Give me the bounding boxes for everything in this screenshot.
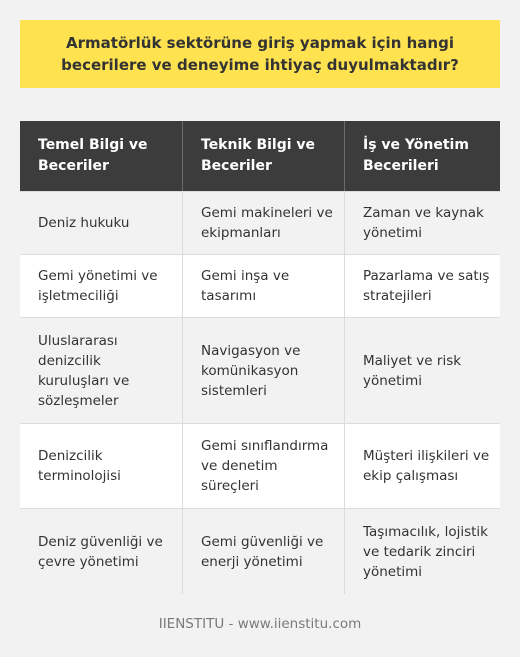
column-header-management-skills: İş ve Yönetim Becerileri	[344, 121, 500, 191]
column-header-basic-skills: Temel Bilgi ve Beceriler	[20, 121, 182, 191]
table-cell: Gemi güvenliği ve enerji yönetimi	[182, 508, 344, 594]
footer-watermark: IIENSTITU - www.iienstitu.com	[158, 616, 362, 632]
table-cell: Navigasyon ve komünikasyon sistemleri	[182, 317, 344, 423]
column-header-technical-skills: Teknik Bilgi ve Beceriler	[182, 121, 344, 191]
table-cell: Deniz hukuku	[20, 191, 182, 254]
table-cell: Müşteri ilişkileri ve ekip çalışması	[344, 423, 500, 508]
title-banner	[20, 20, 500, 88]
table-cell: Gemi inşa ve tasarımı	[182, 254, 344, 317]
page-title: Armatörlük sektörüne giriş yapmak için hangi becerilere ve deneyime ihtiyaç duyulmaktadır?	[61, 34, 459, 74]
table-cell: Maliyet ve risk yönetimi	[344, 317, 500, 423]
table-cell: Pazarlama ve satış stratejileri	[344, 254, 500, 317]
table-cell: Gemi makineleri ve ekipmanları	[182, 191, 344, 254]
table-cell: Uluslararası denizcilik kuruluşları ve sözleşmeler	[20, 317, 182, 423]
table-cell: Taşımacılık, lojistik ve tedarik zinciri yönetimi	[344, 508, 500, 594]
table-cell: Deniz güvenliği ve çevre yönetimi	[20, 508, 182, 594]
skills-table	[20, 121, 500, 594]
table-cell: Gemi sınıflandırma ve denetim süreçleri	[182, 423, 344, 508]
table-cell: Gemi yönetimi ve işletmeciliği	[20, 254, 182, 317]
table-cell: Denizcilik terminolojisi	[20, 423, 182, 508]
table-cell: Zaman ve kaynak yönetimi	[344, 191, 500, 254]
